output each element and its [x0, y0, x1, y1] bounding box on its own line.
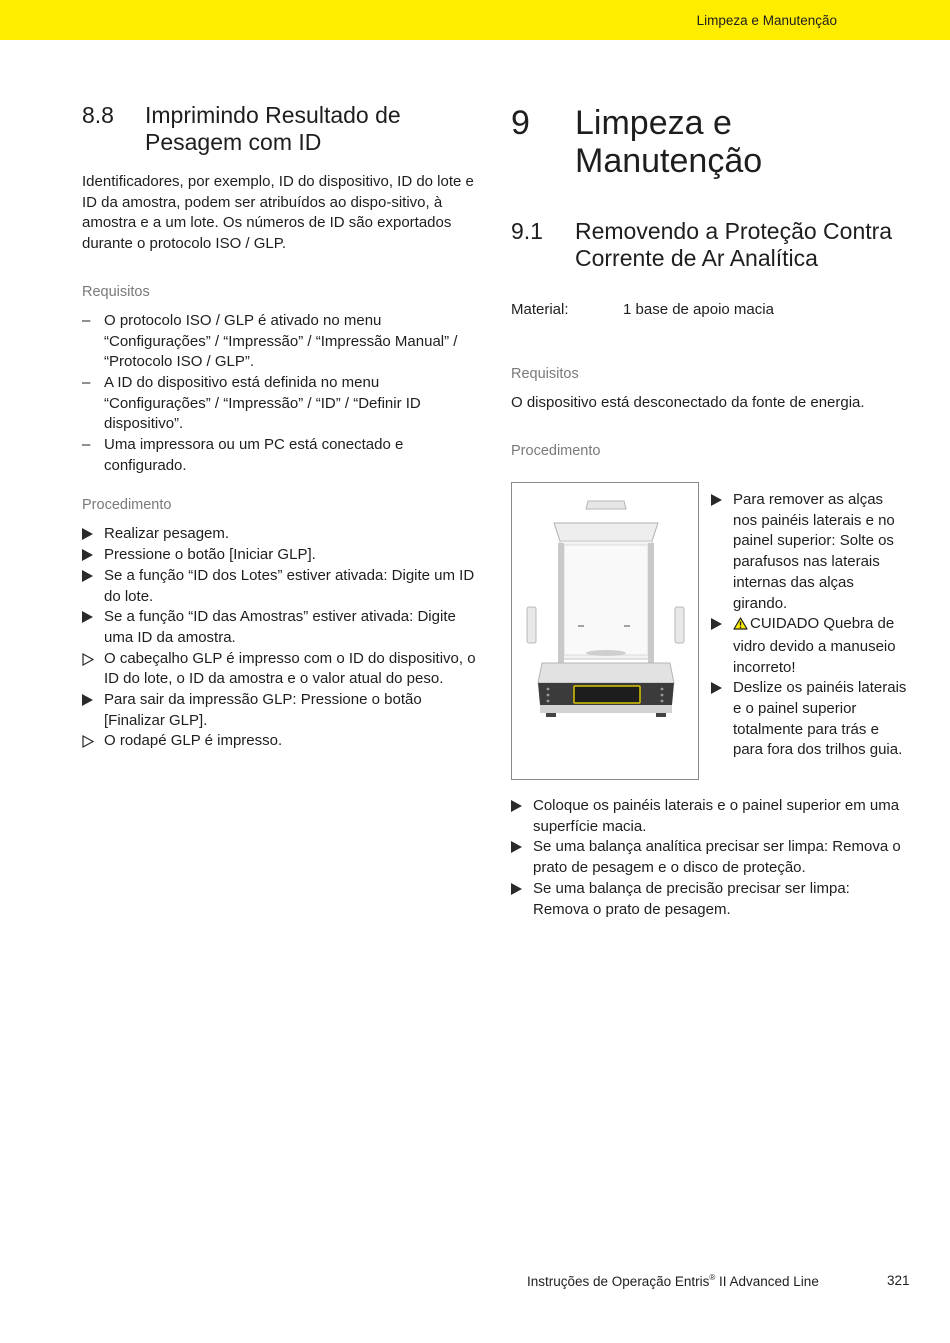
- requirements-list: [82, 311, 477, 477]
- footer-document-title: Instruções de Operação Entris® II Advanced Line: [527, 1273, 819, 1289]
- action-arrow-icon: [711, 678, 727, 701]
- result-arrow-icon: [82, 731, 98, 755]
- page-number: 321: [887, 1273, 910, 1288]
- chapter-heading: [511, 104, 911, 180]
- running-header: Limpeza e Manutenção: [696, 13, 837, 28]
- action-arrow-icon: [82, 566, 98, 589]
- section-heading-8-8: [82, 102, 477, 156]
- dash-marker: –: [82, 373, 91, 391]
- requirements-text: O dispositivo está desconectado da fonte de energia.: [511, 394, 865, 411]
- right-column: [511, 102, 911, 918]
- action-arrow-icon: [82, 607, 98, 630]
- figure-steps: [711, 490, 911, 761]
- list-item: Se uma balança analítica precisar ser limpa: Remova o prato de pesagem e o disco de proteção.: [511, 837, 906, 878]
- figure-steps-list: [711, 490, 911, 761]
- action-arrow-icon: [82, 690, 98, 713]
- warning-icon: [733, 616, 748, 637]
- action-arrow-icon: [82, 524, 98, 547]
- section-number: 9.1: [511, 218, 543, 244]
- list-item: Se a função “ID dos Lotes” estiver ativada: Digite um ID do lote.: [82, 566, 477, 607]
- action-arrow-icon: [711, 614, 727, 637]
- list-item: Se uma balança de precisão precisar ser limpa: Remova o prato de pesagem.: [511, 879, 906, 920]
- dash-marker: –: [82, 436, 91, 454]
- section-title: Imprimindo Resultado de Pesagem com ID: [145, 102, 401, 155]
- list-item: Deslize os painéis laterais e o painel superior totalmente para trás e para fora dos trilhos guia.: [711, 678, 911, 761]
- list-item: – A ID do dispositivo está definida no menu “Configurações” / “Impressão” / “ID” / “Definir ID dispositivo”.: [82, 373, 421, 433]
- material-key: Material:: [511, 301, 569, 318]
- action-arrow-icon: [711, 490, 727, 513]
- procedure-label: Procedimento: [82, 497, 172, 514]
- caution-label: CUIDADO: [750, 615, 820, 633]
- action-arrow-icon: [511, 796, 527, 819]
- material-row: [511, 300, 911, 320]
- list-item: Pressione o botão [Iniciar GLP].: [82, 545, 477, 566]
- action-arrow-icon: [511, 879, 527, 902]
- list-item: – Uma impressora ou um PC está conectado e configurado.: [82, 436, 404, 474]
- material-value: 1 base de apoio macia: [623, 301, 774, 318]
- list-item: – O protocolo ISO / GLP é ativado no menu “Configurações” / “Impressão” / “Impressão Manual” / “Protocolo ISO / GLP”.: [82, 311, 458, 371]
- requirements-label: Requisitos: [82, 283, 150, 300]
- list-item: CUIDADO Quebra de vidro devido a manuseio incorreto!: [711, 614, 911, 678]
- section-heading-9-1: [511, 218, 911, 272]
- procedure-label: Procedimento: [511, 442, 601, 459]
- list-item: O cabeçalho GLP é impresso com o ID do dispositivo, o ID do lote, o ID da amostra e o valor atual do peso.: [82, 649, 477, 690]
- section-title: Removendo a Proteção Contra Corrente de Ar Analítica: [575, 218, 893, 271]
- chapter-title: Limpeza e Manutenção: [575, 104, 763, 180]
- section-number: 8.8: [82, 102, 114, 128]
- procedure-list: [511, 796, 906, 920]
- analytical-balance-illustration: [512, 483, 698, 779]
- list-item: Se a função “ID das Amostras” estiver ativada: Digite uma ID da amostra.: [82, 607, 477, 648]
- header-bar: [0, 0, 950, 40]
- registered-mark: ®: [709, 1273, 716, 1282]
- list-item: O rodapé GLP é impresso.: [82, 731, 477, 752]
- dash-marker: –: [82, 311, 91, 329]
- action-arrow-icon: [82, 545, 98, 568]
- procedure-list: [82, 524, 477, 752]
- requirements-label: Requisitos: [511, 366, 579, 382]
- list-item: Realizar pesagem.: [82, 524, 477, 545]
- action-arrow-icon: [511, 837, 527, 860]
- intro-paragraph: Identificadores, por exemplo, ID do dispositivo, ID do lote e ID da amostra, podem ser atribuídos ao dispo-sitivo, à amostra e a um lote. Os números de ID são exportados durante o protocolo ISO / GLP.: [82, 173, 474, 253]
- chapter-number: 9: [511, 104, 530, 142]
- list-item: Para remover as alças nos painéis laterais e no painel superior: Solte os parafusos nas laterais internas das alças girando.: [711, 490, 911, 614]
- balance-figure: [511, 482, 699, 780]
- result-arrow-icon: [82, 649, 98, 673]
- left-column: [82, 102, 477, 752]
- list-item: Para sair da impressão GLP: Pressione o botão [Finalizar GLP].: [82, 690, 477, 731]
- list-item: Coloque os painéis laterais e o painel superior em uma superfície macia.: [511, 796, 906, 837]
